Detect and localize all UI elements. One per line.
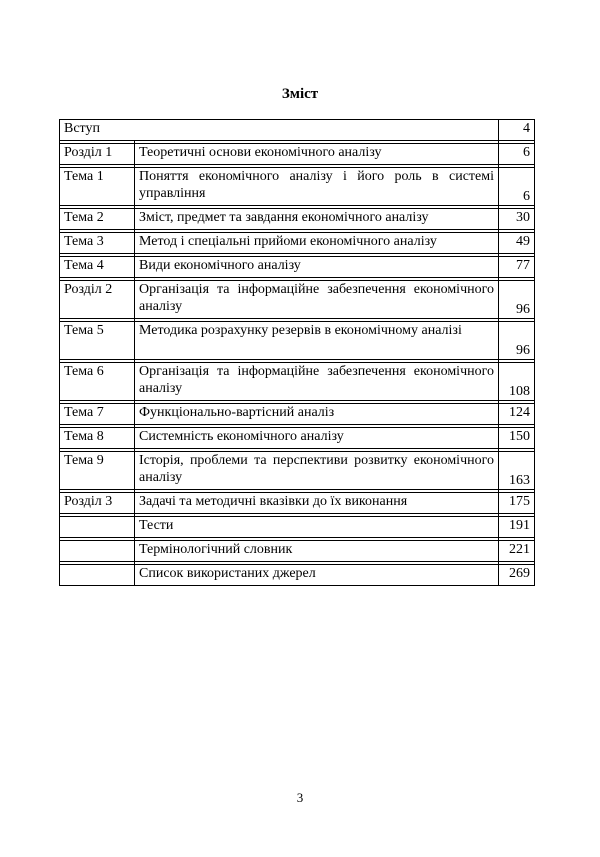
toc-entry-title: Методика розрахунку резервів в економічному аналізі	[135, 322, 499, 360]
toc-page-number: 96	[499, 281, 535, 319]
table-of-contents	[59, 119, 535, 586]
toc-section-label	[60, 517, 135, 538]
toc-page-number: 221	[499, 541, 535, 562]
page-title: Зміст	[281, 86, 319, 102]
toc-row	[60, 428, 535, 449]
toc-page-number: 30	[499, 209, 535, 230]
toc-section-label: Тема 8	[60, 428, 135, 449]
toc-row	[60, 168, 535, 206]
toc-page-number: 124	[499, 404, 535, 425]
toc-section-label: Тема 1	[60, 168, 135, 206]
toc-row	[60, 144, 535, 165]
toc-row	[60, 257, 535, 278]
toc-page-number: 6	[499, 144, 535, 165]
toc-section-label: Розділ 1	[60, 144, 135, 165]
toc-row	[60, 281, 535, 319]
toc-entry-title: Види економічного аналізу	[135, 257, 499, 278]
toc-section-label: Тема 4	[60, 257, 135, 278]
toc-entry-title: Системність економічного аналізу	[135, 428, 499, 449]
toc-entry-title: Список використаних джерел	[135, 565, 499, 586]
toc-page-number: 4	[499, 120, 535, 141]
toc-entry-title: Тести	[135, 517, 499, 538]
toc-row	[60, 517, 535, 538]
toc-entry-title: Поняття економічного аналізу і його роль в системі управління	[135, 168, 499, 206]
toc-entry-title: Теоретичні основи економічного аналізу	[135, 144, 499, 165]
toc-page-number: 6	[499, 168, 535, 206]
toc-section-label: Тема 6	[60, 363, 135, 401]
toc-row	[60, 452, 535, 490]
toc-section-label: Вступ	[60, 120, 499, 141]
toc-page-number: 150	[499, 428, 535, 449]
toc-page-number: 163	[499, 452, 535, 490]
toc-body	[60, 120, 535, 586]
toc-row	[60, 322, 535, 360]
toc-row	[60, 209, 535, 230]
toc-page-number: 77	[499, 257, 535, 278]
toc-entry-title: Функціонально-вартісний аналіз	[135, 404, 499, 425]
toc-section-label: Тема 9	[60, 452, 135, 490]
toc-page-number: 269	[499, 565, 535, 586]
toc-section-label: Тема 3	[60, 233, 135, 254]
toc-page-number: 49	[499, 233, 535, 254]
toc-section-label: Тема 7	[60, 404, 135, 425]
toc-row	[60, 565, 535, 586]
toc-row	[60, 541, 535, 562]
toc-page-number: 96	[499, 322, 535, 360]
toc-entry-title: Історія, проблеми та перспективи розвитку економічного аналізу	[135, 452, 499, 490]
toc-row	[60, 363, 535, 401]
toc-row	[60, 120, 535, 141]
toc-section-label	[60, 565, 135, 586]
page-number: 3	[296, 790, 304, 805]
toc-section-label	[60, 541, 135, 562]
toc-entry-title: Організація та інформаційне забезпечення економічного аналізу	[135, 363, 499, 401]
toc-row	[60, 493, 535, 514]
toc-entry-title: Метод і спеціальні прийоми економічного аналізу	[135, 233, 499, 254]
toc-entry-title: Організація та інформаційне забезпечення економічного аналізу	[135, 281, 499, 319]
toc-page-number: 175	[499, 493, 535, 514]
toc-row	[60, 233, 535, 254]
toc-page-number: 108	[499, 363, 535, 401]
toc-entry-title: Зміст, предмет та завдання економічного аналізу	[135, 209, 499, 230]
toc-entry-title: Термінологічний словник	[135, 541, 499, 562]
toc-row	[60, 404, 535, 425]
toc-section-label: Тема 5	[60, 322, 135, 360]
toc-section-label: Розділ 3	[60, 493, 135, 514]
toc-section-label: Розділ 2	[60, 281, 135, 319]
toc-entry-title: Задачі та методичні вказівки до їх виконання	[135, 493, 499, 514]
toc-section-label: Тема 2	[60, 209, 135, 230]
toc-page-number: 191	[499, 517, 535, 538]
